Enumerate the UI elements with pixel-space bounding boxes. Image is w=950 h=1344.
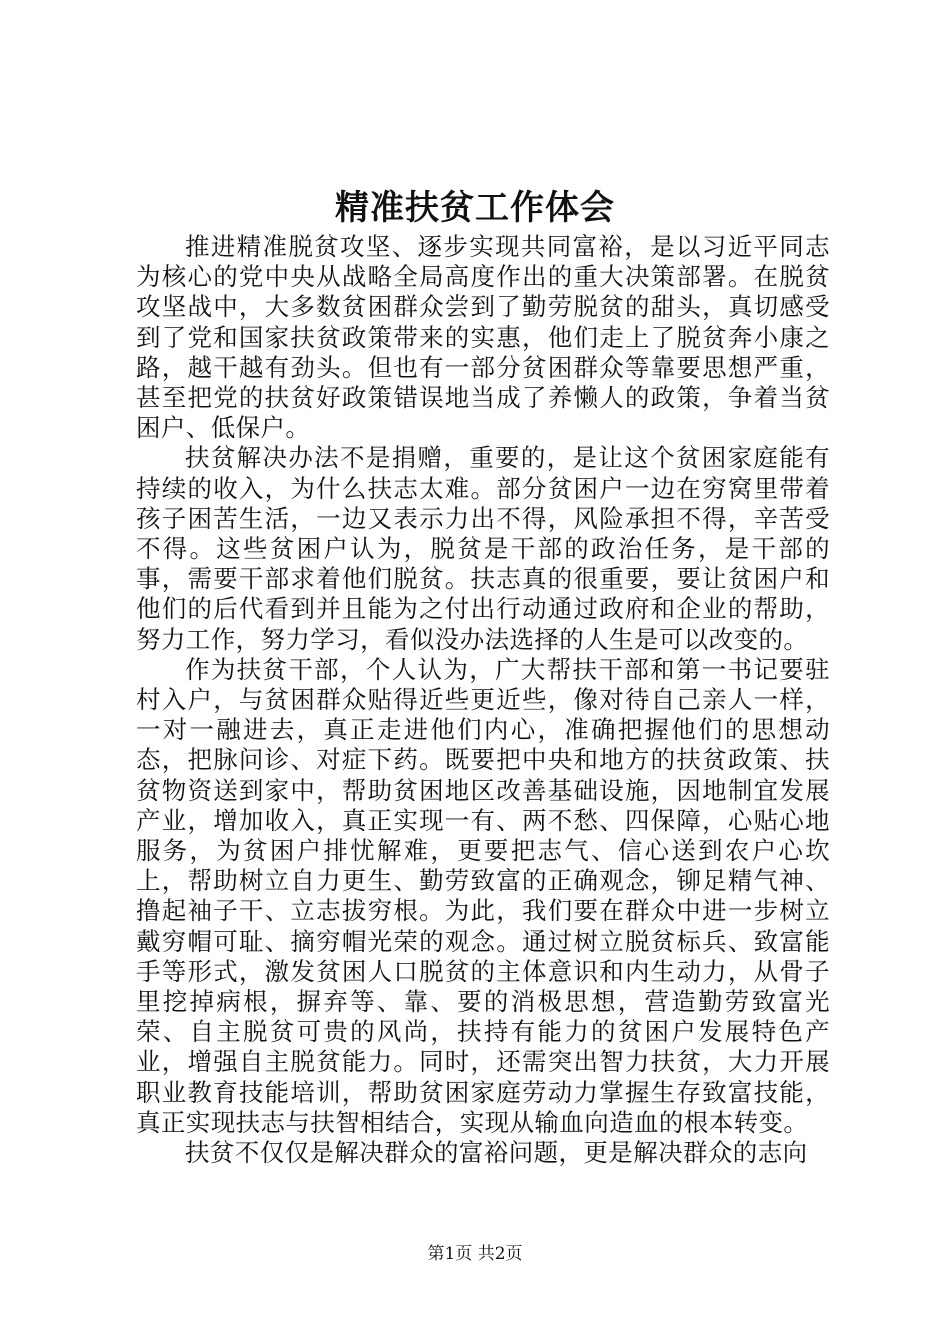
body-paragraph: 扶贫解决办法不是捐赠，重要的，是让这个贫困家庭能有持续的收入，为什么扶志太难。部分贫困户一边在穷窝里带着孩子困苦生活，一边又表示力出不得，风险承担不得，辛苦受不得。这些贫困户认为，脱贫是干部的政治任务，是干部的事，需要干部求着他们脱贫。扶志真的很重要，要让贫困户和他们的后代看到并且能为之付出行动通过政府和企业的帮助，努力工作，努力学习，看似没办法选择的人生是可以改变的。: [136, 443, 830, 654]
document-body: [136, 232, 830, 1168]
body-paragraph: 推进精准脱贫攻坚、逐步实现共同富裕，是以习近平同志为核心的党中央从战略全局高度作出的重大决策部署。在脱贫攻坚战中，大多数贫困群众尝到了勤劳脱贫的甜头，真切感受到了党和国家扶贫政策带来的实惠，他们走上了脱贫奔小康之路，越干越有劲头。但也有一部分贫困群众等靠要思想严重，甚至把党的扶贫好政策错误地当成了养懒人的政策，争着当贫困户、低保户。: [136, 232, 830, 443]
body-paragraph: 作为扶贫干部，个人认为，广大帮扶干部和第一书记要驻村入户，与贫困群众贴得近些更近些，像对待自己亲人一样，一对一融进去，真正走进他们内心，准确把握他们的思想动态，把脉问诊、对症下药。既要把中央和地方的扶贫政策、扶贫物资送到家中，帮助贫困地区改善基础设施，因地制宜发展产业，增加收入，真正实现一有、两不愁、四保障，心贴心地服务，为贫困户排忧解难，更要把志气、信心送到农户心坎上，帮助树立自力更生、勤劳致富的正确观念，铆足精气神、撸起袖子干、立志拔穷根。为此，我们要在群众中进一步树立戴穷帽可耻、摘穷帽光荣的观念。通过树立脱贫标兵、致富能手等形式，激发贫困人口脱贫的主体意识和内生动力，从骨子里挖掉病根，摒弃等、靠、要的消极思想，营造勤劳致富光荣、自主脱贫可贵的风尚，扶持有能力的贫困户发展特色产业，增强自主脱贫能力。同时，还需突出智力扶贫，大力开展职业教育技能培训，帮助贫困家庭劳动力掌握生存致富技能，真正实现扶志与扶智相结合，实现从输血向造血的根本转变。: [136, 654, 830, 1137]
body-paragraph: 扶贫不仅仅是解决群众的富裕问题，更是解决群众的志向: [185, 1138, 808, 1168]
page-number-footer: 第1页 共2页: [427, 1244, 523, 1264]
document-title: 精准扶贫工作体会: [335, 188, 615, 228]
